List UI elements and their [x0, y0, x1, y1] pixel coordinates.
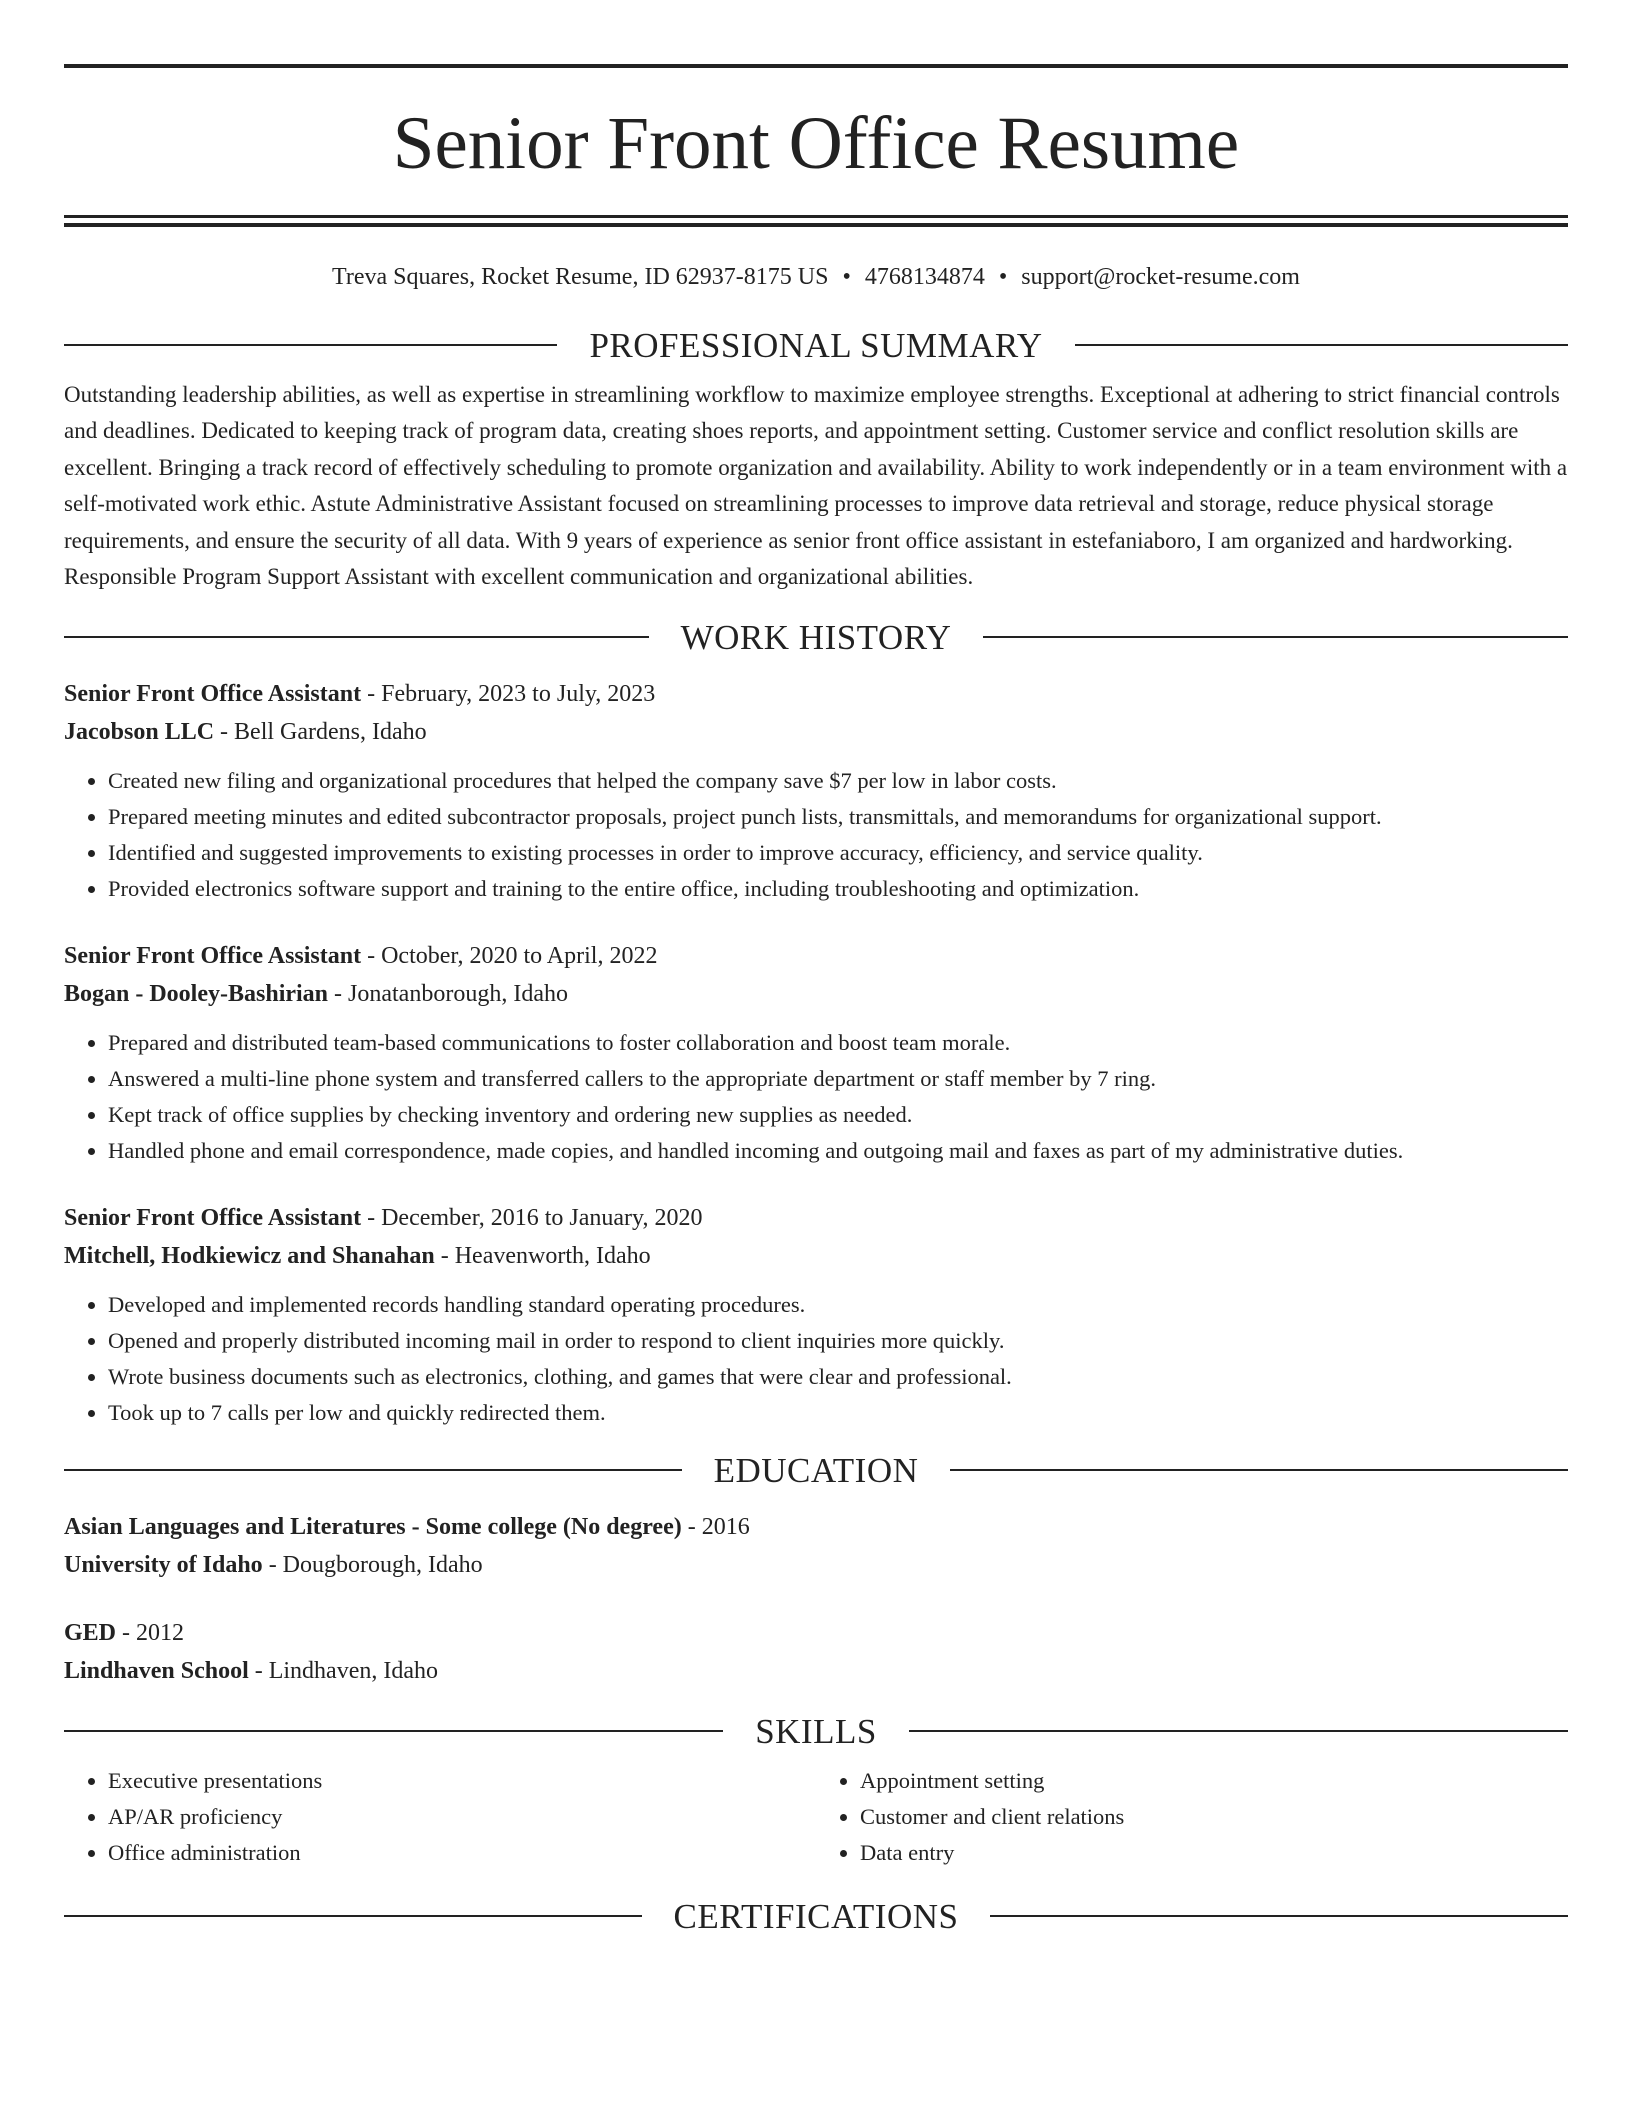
job-title-line	[64, 1199, 1568, 1237]
section-heading-work-history	[64, 617, 1568, 657]
contact-phone: 4768134874	[864, 264, 985, 290]
job-title-line	[64, 937, 1568, 975]
education-entry	[64, 1508, 1568, 1584]
section-title: WORK HISTORY	[680, 617, 952, 657]
list-item: • Prepared meeting minutes and edited subcontractor proposals, project punch lists, transmittals, and memorandums for organizational support.	[108, 799, 1568, 835]
heading-rule	[983, 636, 1568, 638]
list-item: • Developed and implemented records handling standard operating procedures.	[108, 1287, 1568, 1323]
job-title-line	[64, 675, 1568, 713]
contact-email: support@rocket-resume.com	[1021, 264, 1300, 290]
contact-separator: •	[842, 264, 851, 290]
section-heading-summary	[64, 325, 1568, 365]
education-degree-line	[64, 1508, 1568, 1546]
job-title: Senior Front Office Assistant	[64, 942, 362, 969]
list-item: • Kept track of office supplies by checking inventory and ordering new supplies as needed.	[108, 1097, 1568, 1133]
job-entry	[64, 937, 1568, 1169]
job-entry	[64, 675, 1568, 907]
job-company-line	[64, 1237, 1568, 1275]
education-location: - Lindhaven, Idaho	[248, 1657, 439, 1684]
skill-item: • Customer and client relations	[860, 1799, 1568, 1835]
contact-address: Treva Squares, Rocket Resume, ID 62937-8175 US	[332, 264, 829, 290]
list-item: • Took up to 7 calls per low and quickly redirected them.	[108, 1395, 1568, 1431]
job-dates: - October, 2020 to April, 2022	[361, 942, 658, 969]
skill-item: • Appointment setting	[860, 1763, 1568, 1799]
heading-rule	[1075, 344, 1568, 346]
job-entry	[64, 1199, 1568, 1431]
job-dates: - December, 2016 to January, 2020	[361, 1204, 703, 1231]
skill-item: • Office administration	[108, 1835, 816, 1871]
title-double-rule	[64, 215, 1568, 227]
skill-item: • Executive presentations	[108, 1763, 816, 1799]
skill-item: • Data entry	[860, 1835, 1568, 1871]
job-location: - Heavenworth, Idaho	[434, 1242, 651, 1269]
section-title: PROFESSIONAL SUMMARY	[589, 325, 1043, 365]
skills-columns	[64, 1763, 1568, 1871]
section-heading-certifications	[64, 1896, 1568, 1936]
education-location: - Dougborough, Idaho	[262, 1551, 483, 1578]
top-rule	[64, 64, 1568, 68]
education-school-line	[64, 1546, 1568, 1584]
contact-line	[64, 263, 1568, 292]
job-title: Senior Front Office Assistant	[64, 680, 362, 707]
section-title: CERTIFICATIONS	[673, 1896, 959, 1936]
job-bullets	[64, 1287, 1568, 1431]
education-entry	[64, 1614, 1568, 1690]
job-company-line	[64, 975, 1568, 1013]
section-heading-skills	[64, 1711, 1568, 1751]
heading-rule	[64, 636, 649, 638]
list-item: • Handled phone and email correspondence, made copies, and handled incoming and outgoing mail and faxes as part of my administrative duties.	[108, 1133, 1568, 1169]
education-year: - 2012	[116, 1619, 185, 1646]
education-school: Lindhaven School	[64, 1657, 249, 1684]
heading-rule	[64, 1730, 723, 1732]
summary-paragraph: Outstanding leadership abilities, as well as expertise in streamlining workflow to maximize employee strengths. Exceptional at adhering to strict financial controls and deadlines. Dedicated to keeping track of program data, creating shoes reports, and appointment setting. Customer service and conflict resolution skills are excellent. Bringing a track record of effectively scheduling to promote organization and availability. Ability to work independently or in a team environment with a self-motivated work ethic. Astute Administrative Assistant focused on streamlining processes to improve data retrieval and storage, reduce physical storage requirements, and ensure the security of all data. With 9 years of experience as senior front office assistant in estefaniaboro, I am organized and hardworking. Responsible Program Support Assistant with excellent communication and organizational abilities.	[64, 381, 1568, 590]
education-school: University of Idaho	[64, 1551, 263, 1578]
contact-separator: •	[998, 264, 1008, 290]
list-item: • Opened and properly distributed incoming mail in order to respond to client inquiries more quickly.	[108, 1323, 1568, 1359]
job-company: Mitchell, Hodkiewicz and Shanahan	[64, 1242, 435, 1269]
job-title: Senior Front Office Assistant	[64, 1204, 362, 1231]
list-item: • Provided electronics software support and training to the entire office, including troubleshooting and optimization.	[108, 871, 1568, 907]
section-heading-education	[64, 1450, 1568, 1490]
job-company: Jacobson LLC	[64, 718, 215, 745]
job-dates: - February, 2023 to July, 2023	[361, 680, 656, 707]
education-degree-line	[64, 1614, 1568, 1652]
job-company: Bogan - Dooley-Bashirian	[64, 980, 329, 1007]
job-location: - Jonatanborough, Idaho	[328, 980, 568, 1007]
heading-rule	[990, 1915, 1568, 1917]
list-item: • Created new filing and organizational procedures that helped the company save $7 per low in labor costs.	[108, 763, 1568, 799]
heading-rule	[909, 1730, 1568, 1732]
section-title: SKILLS	[755, 1711, 877, 1751]
heading-rule	[64, 1469, 682, 1471]
heading-rule	[64, 344, 557, 346]
job-company-line	[64, 713, 1568, 751]
heading-rule	[950, 1469, 1568, 1471]
list-item: • Prepared and distributed team-based communications to foster collaboration and boost team morale.	[108, 1025, 1568, 1061]
job-location: - Bell Gardens, Idaho	[214, 718, 427, 745]
job-bullets	[64, 763, 1568, 907]
skill-item: • AP/AR proficiency	[108, 1799, 816, 1835]
list-item: • Answered a multi-line phone system and transferred callers to the appropriate department or staff member by 7 ring.	[108, 1061, 1568, 1097]
list-item: • Wrote business documents such as electronics, clothing, and games that were clear and professional.	[108, 1359, 1568, 1395]
education-degree: Asian Languages and Literatures - Some college (No degree)	[64, 1513, 682, 1540]
job-bullets	[64, 1025, 1568, 1169]
heading-rule	[64, 1915, 642, 1917]
education-year: - 2016	[681, 1513, 750, 1540]
education-degree: GED	[64, 1619, 117, 1646]
education-school-line	[64, 1652, 1568, 1690]
skills-list-left	[64, 1763, 816, 1871]
list-item: • Identified and suggested improvements to existing processes in order to improve accuracy, efficiency, and service quality.	[108, 835, 1568, 871]
skills-list-right	[816, 1763, 1568, 1871]
page-title: Senior Front Office Resume	[392, 102, 1240, 185]
section-title: EDUCATION	[713, 1450, 919, 1490]
